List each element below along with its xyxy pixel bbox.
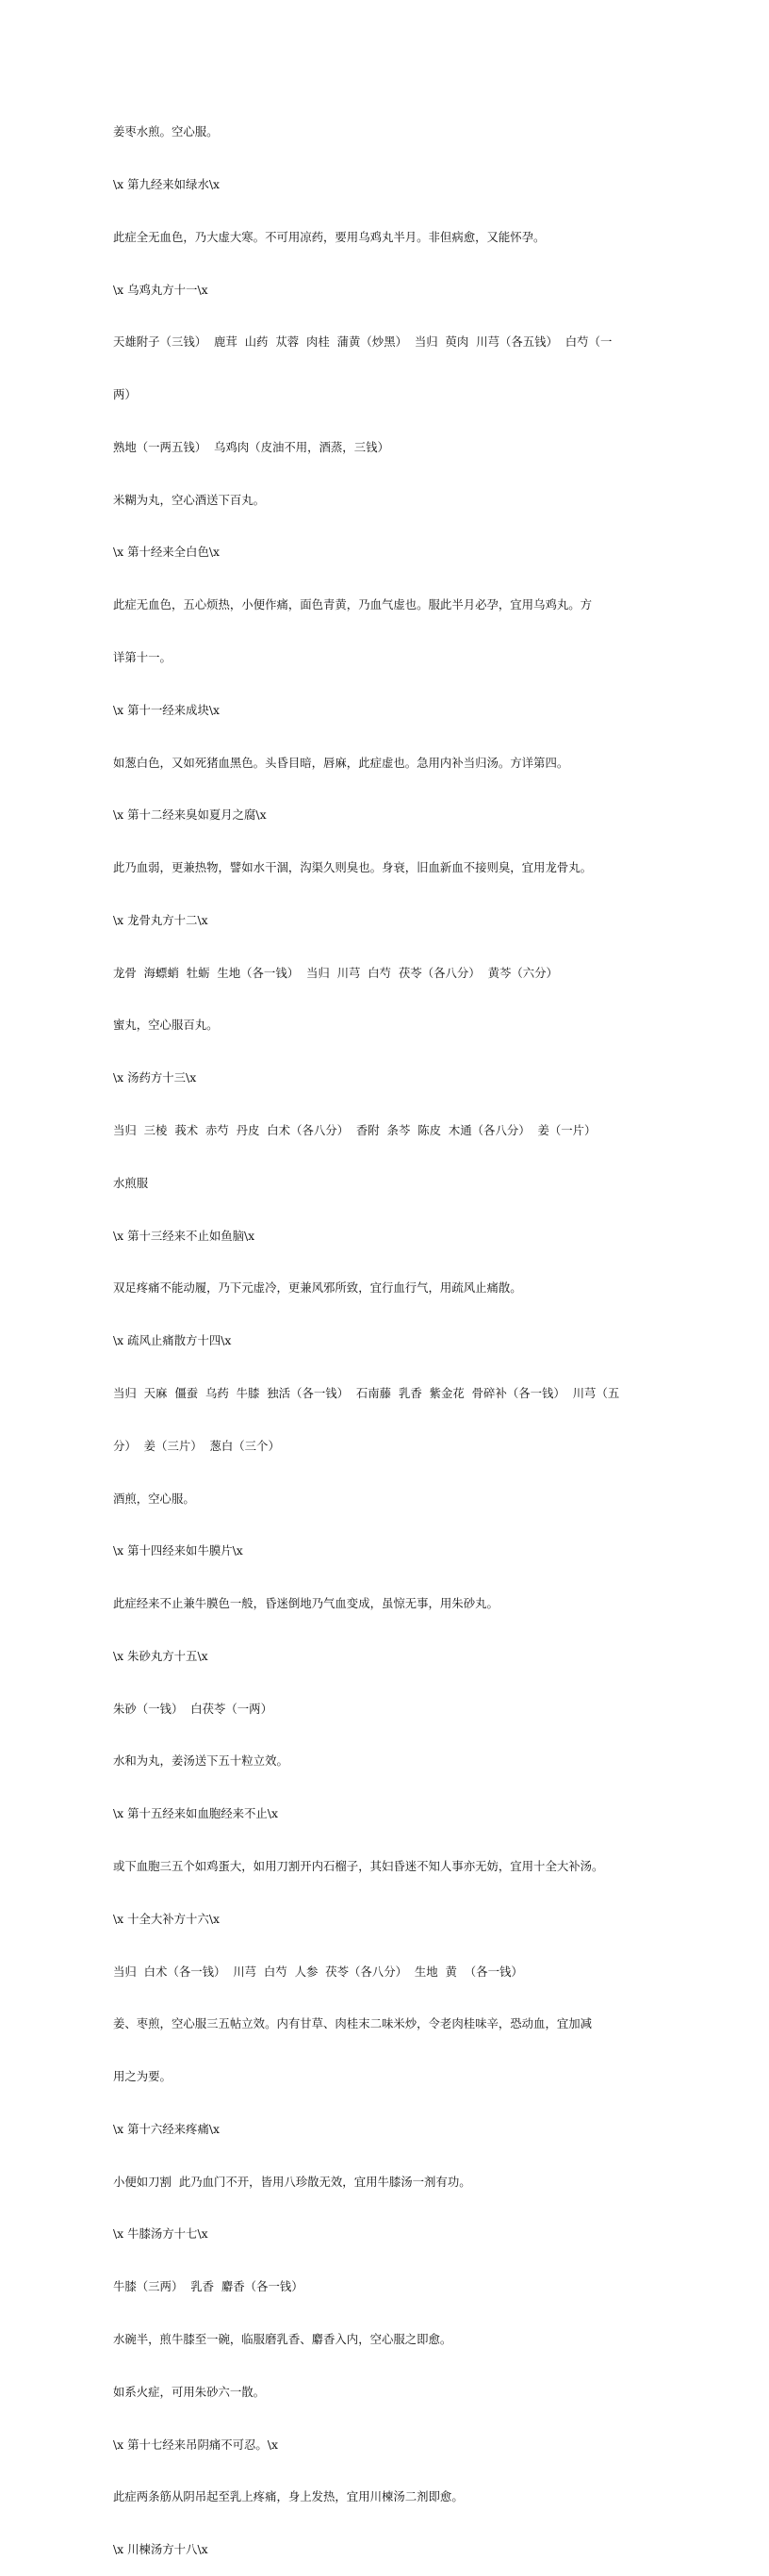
text-line: 如葱白色，又如死猪血黑色。头昏目暗，唇麻，此症虚也。急用内补当归汤。方详第四。 bbox=[113, 755, 569, 770]
text-line: 或下血胞三五个如鸡蛋大，如用刀割开内石榴子，其妇昏迷不知人事亦无妨，宜用十全大补汤。 bbox=[113, 1858, 604, 1873]
section-heading: \x 第十六经来疼痛\x bbox=[113, 2121, 220, 2136]
text-line: 详第十一。 bbox=[113, 650, 172, 664]
section-heading: \x 第十七经来吊阴痛不可忍。\x bbox=[113, 2437, 278, 2452]
section-heading: \x 第十三经来不止如鱼脑\x bbox=[113, 1228, 255, 1243]
recipe-heading: \x 川楝汤方十八\x bbox=[113, 2542, 208, 2557]
ingredient-line: 分） 姜（三片） 葱白（三个） bbox=[113, 1438, 280, 1453]
section-heading: \x 第十经来全白色\x bbox=[113, 545, 220, 560]
section-heading: \x 第九经来如绿水\x bbox=[113, 176, 220, 191]
text-line: 此症经来不止兼牛膜色一般，昏迷倒地乃气血变成，虽惊无事，用朱砂丸。 bbox=[113, 1596, 499, 1611]
recipe-heading: \x 朱砂丸方十五\x bbox=[113, 1648, 208, 1663]
instruction-line: 蜜丸，空心服百丸。 bbox=[113, 1018, 219, 1033]
instruction-line: 水煎服 bbox=[113, 1175, 149, 1190]
ingredient-line: 熟地（一两五钱） 乌鸡肉（皮油不用，酒蒸，三钱） bbox=[113, 439, 389, 454]
recipe-heading: \x 牛膝汤方十七\x bbox=[113, 2226, 208, 2242]
ingredient-line: 牛膝（三两） 乳香 麝香（各一钱） bbox=[113, 2279, 303, 2294]
section-heading: \x 第十五经来如血胞经来不止\x bbox=[113, 1806, 278, 1821]
recipe-heading: \x 十全大补方十六\x bbox=[113, 1911, 220, 1926]
ingredient-line: 天雄附子（三钱） 鹿茸 山药 苁蓉 肉桂 蒲黄（炒黑） 当归 萸肉 川芎（各五钱） 白芍（一 bbox=[113, 334, 613, 350]
instruction-line: 姜、枣煎，空心服三五帖立效。内有甘草、肉桂末二味米炒，令老肉桂味辛，恐动血，宜加减 bbox=[113, 2016, 593, 2031]
section-heading: \x 第十二经来臭如夏月之腐\x bbox=[113, 807, 267, 823]
instruction-line: 水和为丸，姜汤送下五十粒立效。 bbox=[113, 1753, 288, 1769]
text-line: 此症两条筋从阴吊起至乳上疼痛，身上发热，宜用川楝汤二剂即愈。 bbox=[113, 2489, 464, 2504]
recipe-heading: \x 疏风止痛散方十四\x bbox=[113, 1333, 232, 1348]
instruction-line: 用之为要。 bbox=[113, 2069, 172, 2084]
section-heading: \x 第十一经来成块\x bbox=[113, 702, 220, 717]
text-line: 双足疼痛不能动履，乃下元虚冷，更兼风邪所致，宜行血行气，用疏风止痛散。 bbox=[113, 1280, 522, 1296]
ingredient-line: 两） bbox=[113, 387, 137, 402]
text-line: 此乃血弱，更兼热物，譬如水干涸，沟渠久则臭也。身衰，旧血新血不接则臭，宜用龙骨丸。 bbox=[113, 860, 593, 875]
instruction-line: 米糊为丸，空心酒送下百丸。 bbox=[113, 492, 266, 507]
instruction-line: 酒煎，空心服。 bbox=[113, 1491, 195, 1506]
text-line: 小便如刀割 此乃血门不开，皆用八珍散无效，宜用牛膝汤一剂有功。 bbox=[113, 2174, 471, 2189]
ingredient-line: 龙骨 海螵蛸 牡蛎 生地（各一钱） 当归 川芎 白芍 茯苓（各八分） 黄芩（六分） bbox=[113, 965, 558, 980]
ingredient-line: 当归 天麻 僵蚕 乌药 牛膝 独活（各一钱） 石南藤 乳香 紫金花 骨碎补（各一钱） 川芎（五 bbox=[113, 1385, 620, 1400]
text-line: 姜枣水煎。空心服。 bbox=[113, 124, 219, 139]
recipe-heading: \x 汤药方十三\x bbox=[113, 1070, 197, 1085]
ingredient-line: 朱砂（一钱） 白茯苓（一两） bbox=[113, 1701, 272, 1716]
instruction-line: 如系火症，可用朱砂六一散。 bbox=[113, 2384, 266, 2399]
ingredient-line: 当归 三棱 莪术 赤芍 丹皮 白术（各八分） 香附 条芩 陈皮 木通（各八分） 姜（一片） bbox=[113, 1123, 597, 1138]
text-line: 此症无血色，五心烦热，小便作痛，面色青黄，乃血气虚也。服此半月必孕，宜用乌鸡丸。方 bbox=[113, 597, 593, 612]
recipe-heading: \x 龙骨丸方十二\x bbox=[113, 912, 208, 927]
document-page bbox=[113, 89, 669, 2576]
recipe-heading: \x 乌鸡丸方十一\x bbox=[113, 282, 208, 297]
ingredient-line: 当归 白术（各一钱） 川芎 白芍 人参 茯苓（各八分） 生地 黄 （各一钱） bbox=[113, 1964, 523, 1979]
text-line: 此症全无血色，乃大虚大寒。不可用凉药，要用乌鸡丸半月。非但病愈，又能怀孕。 bbox=[113, 229, 546, 244]
instruction-line: 水碗半，煎牛膝至一碗，临服磨乳香、麝香入内，空心服之即愈。 bbox=[113, 2332, 452, 2346]
section-heading: \x 第十四经来如牛膜片\x bbox=[113, 1543, 243, 1558]
